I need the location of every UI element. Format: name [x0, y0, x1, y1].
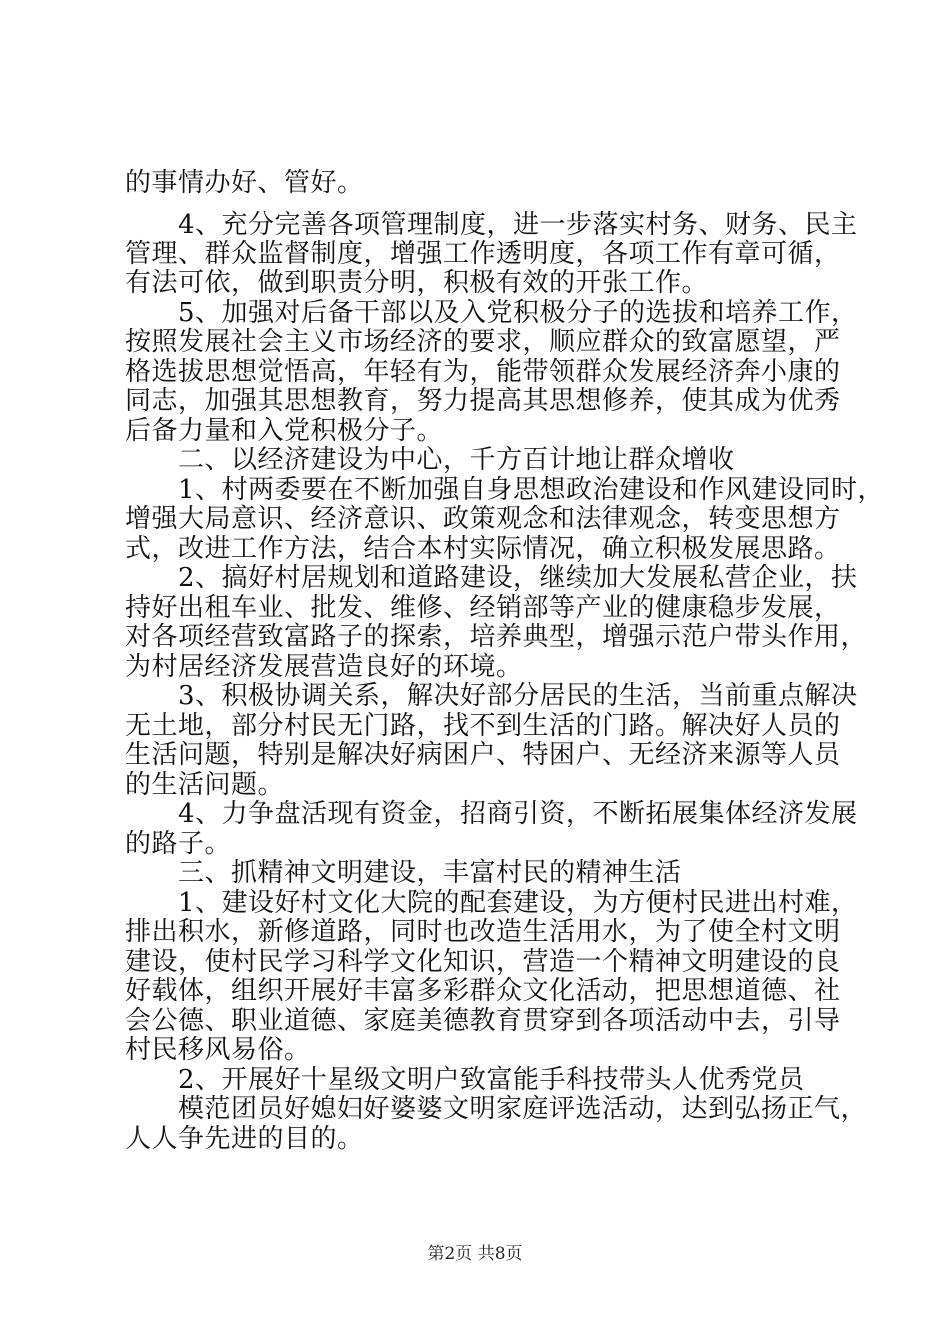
paragraph-line: 按照发展社会主义市场经济的要求，顺应群众的致富愿望，严 — [125, 327, 841, 357]
paragraph-line: 3、积极协调关系，解决好部分居民的生活，当前重点解决 — [178, 681, 858, 711]
paragraph-line: 的事情办好、管好。 — [125, 168, 364, 198]
paragraph-line: 1、建设好村文化大院的配套建设，为方便村民进出村难， — [178, 888, 858, 918]
section-heading: 三、抓精神文明建设，丰富村民的精神生活 — [178, 858, 682, 888]
paragraph-line: 的路子。 — [125, 829, 232, 859]
paragraph-line: 人人争先进的目的。 — [125, 1124, 364, 1154]
paragraph-line: 的生活问题。 — [125, 770, 285, 800]
paragraph-line: 村民移风易俗。 — [125, 1035, 311, 1065]
paragraph-line: 对各项经营致富路子的探索，培养典型，增强示范户带头作用， — [125, 622, 868, 652]
paragraph-line: 1、村两委要在不断加强自身思想政治建设和作风建设同时， — [178, 475, 885, 505]
paragraph-line: 无土地，部分村民无门路，找不到生活的门路。解决好人员的 — [125, 711, 841, 741]
paragraph-line: 好载体，组织开展好丰富多彩群众文化活动，把思想道德、社 — [125, 976, 841, 1006]
paragraph-line: 管理、群众监督制度，增强工作透明度，各项工作有章可循， — [125, 239, 841, 269]
paragraph-line: 有法可依，做到职责分明，积极有效的开张工作。 — [125, 268, 709, 298]
paragraph-line: 2、开展好十星级文明户致富能手科技带头人优秀党员 — [178, 1065, 805, 1095]
paragraph-line: 会公德、职业道德、家庭美德教育贯穿到各项活动中去，引导 — [125, 1006, 841, 1036]
paragraph-line: 建设，使村民学习科学文化知识，营造一个精神文明建设的良 — [125, 947, 841, 977]
paragraph-line: 4、力争盘活现有资金，招商引资，不断拓展集体经济发展 — [178, 799, 858, 829]
paragraph-line: 生活问题，特别是解决好病困户、特困户、无经济来源等人员 — [125, 740, 841, 770]
paragraph-line: 同志，加强其思想教育，努力提高其思想修养，使其成为优秀 — [125, 386, 841, 416]
paragraph-line: 2、搞好村居规划和道路建设，继续加大发展私营企业，扶 — [178, 563, 858, 593]
paragraph-line: 4、充分完善各项管理制度，进一步落实村务、财务、民主 — [178, 210, 858, 240]
page-number-footer: 第2页 共8页 — [427, 1244, 523, 1264]
paragraph-line: 5、加强对后备干部以及入党积极分子的选拔和培养工作， — [178, 298, 858, 328]
paragraph-line: 格选拔思想觉悟高，年轻有为，能带领群众发展经济奔小康的 — [125, 357, 841, 387]
paragraph-line: 为村居经济发展营造良好的环境。 — [125, 652, 523, 682]
paragraph-line: 式，改进工作方法，结合本村实际情况，确立积极发展思路。 — [125, 534, 841, 564]
paragraph-line: 增强大局意识、经济意识、政策观念和法律观念，转变思想方 — [125, 504, 841, 534]
paragraph-line: 排出积水，新修道路，同时也改造生活用水，为了使全村文明 — [125, 917, 841, 947]
paragraph-line: 模范团员好媳妇好婆婆文明家庭评选活动，达到弘扬正气， — [178, 1094, 868, 1124]
paragraph-line: 持好出租车业、批发、维修、经销部等产业的健康稳步发展， — [125, 593, 841, 623]
paragraph-line: 后备力量和入党积极分子。 — [125, 416, 444, 446]
section-heading: 二、以经济建设为中心，千方百计地让群众增收 — [178, 445, 735, 475]
